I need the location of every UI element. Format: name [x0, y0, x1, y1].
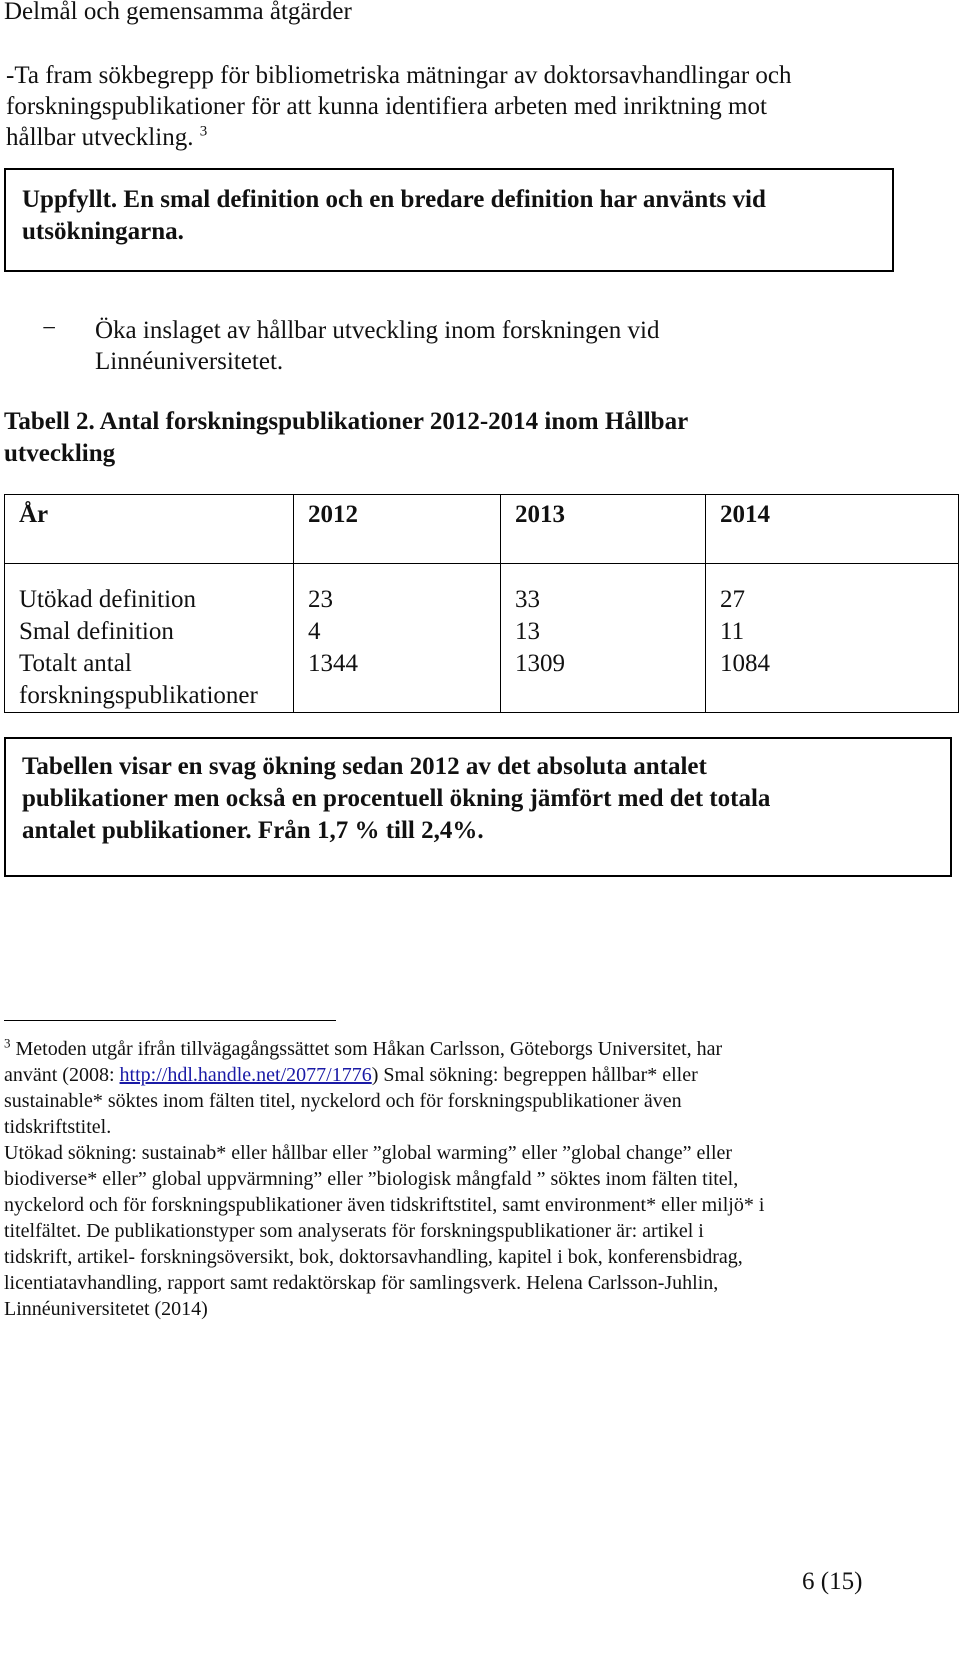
footnote-line — [4, 1036, 722, 1062]
bullet-dash: − — [42, 315, 57, 342]
goal-line-text: hållbar utveckling. — [6, 124, 194, 151]
summary-line: publikationer men också en procentuell ökning jämfört med det totala — [22, 785, 771, 812]
footnote-reference: 3 — [199, 123, 208, 140]
table-caption: Tabell 2. Antal forskningspublikationer 2012-2014 inom Hållbar — [4, 408, 689, 435]
summary-line: antalet publikationer. Från 1,7 % till 2,4%. — [22, 817, 484, 844]
header-cell: 2012 — [294, 495, 501, 564]
footnote-line: Utökad sökning: sustainab* eller hållbar eller ”global warming” eller ”global change” eller — [4, 1142, 733, 1164]
table-caption: utveckling — [4, 440, 116, 467]
bullet-line: Linnéuniversitetet. — [95, 348, 284, 375]
footnote-text: ) Smal sökning: begreppen hållbar* eller — [371, 1064, 698, 1086]
table-row — [5, 564, 959, 617]
footnote-line: tidskrift, artikel- forskningsöversikt, bok, doktorsavhandling, kapitel i bok, konferensbidrag, — [4, 1246, 743, 1268]
row-label-line: forskningspublikationer — [19, 682, 258, 709]
summary-line: Tabellen visar en svag ökning sedan 2012 av det absoluta antalet — [22, 753, 707, 780]
table-cell: 1084 — [706, 648, 959, 713]
footnote-number: 3 — [4, 1035, 11, 1051]
footnote-line: licentiatavhandling, rapport samt redaktörskap för samlingsverk. Helena Carlsson-Juhlin, — [4, 1272, 719, 1294]
goal-line: forskningspublikationer för att kunna identifiera arbeten med inriktning mot — [6, 93, 767, 120]
table-cell: 27 — [706, 564, 959, 617]
footnote-line: Linnéuniversitetet (2014) — [4, 1298, 208, 1320]
header-cell-year: År — [5, 495, 294, 564]
bullet-line: Öka inslaget av hållbar utveckling inom forskningen vid — [95, 317, 660, 344]
footnote-line: tidskriftstitel. — [4, 1116, 112, 1138]
row-label: Smal definition — [5, 616, 294, 648]
table-cell: 1309 — [501, 648, 706, 713]
footnote-line: nyckelord och för forskningspublikationer även tidskriftstitel, samt environment* eller miljö* i — [4, 1194, 765, 1216]
goal-line: -Ta fram sökbegrepp för bibliometriska mätningar av doktorsavhandlingar och — [6, 62, 792, 89]
status-box — [4, 168, 894, 272]
publications-table — [4, 494, 959, 713]
status-line: Uppfyllt. En smal definition och en bredare definition har använts vid — [22, 186, 766, 213]
header-cell: 2014 — [706, 495, 959, 564]
table-row — [5, 616, 959, 648]
footnote-line: biodiverse* eller” global uppvärmning” eller ”biologisk mångfald ” söktes inom fälten titel, — [4, 1168, 739, 1190]
header-cell: 2013 — [501, 495, 706, 564]
page-number: 6 (15) — [802, 1568, 863, 1595]
footnote-text: Metoden utgår ifrån tillvägagångssättet som Håkan Carlsson, Göteborgs Universitet, har — [15, 1038, 723, 1060]
table-cell: 13 — [501, 616, 706, 648]
footnote-line — [4, 1062, 698, 1088]
status-line: utsökningarna. — [22, 218, 184, 245]
footnote-separator — [4, 1020, 336, 1021]
table-cell: 4 — [294, 616, 501, 648]
summary-box — [4, 737, 952, 877]
goal-line — [6, 122, 207, 154]
section-heading: Delmål och gemensamma åtgärder — [4, 0, 352, 25]
row-label: Utökad definition — [5, 564, 294, 617]
table-cell: 23 — [294, 564, 501, 617]
table-cell: 33 — [501, 564, 706, 617]
footnote-text: använt (2008: — [4, 1064, 120, 1086]
table-cell: 11 — [706, 616, 959, 648]
table-header-row — [5, 495, 959, 564]
footnote-line: titelfältet. De publikationstyper som analyserats för forskningspublikationer är: artikel i — [4, 1220, 704, 1242]
table-row — [5, 648, 959, 713]
row-label — [5, 648, 294, 713]
table-cell: 1344 — [294, 648, 501, 713]
footnote-line: sustainable* söktes inom fälten titel, nyckelord och för forskningspublikationer även — [4, 1090, 682, 1112]
footnote-link[interactable]: http://hdl.handle.net/2077/1776 — [119, 1064, 372, 1086]
row-label-line: Totalt antal — [19, 650, 132, 677]
